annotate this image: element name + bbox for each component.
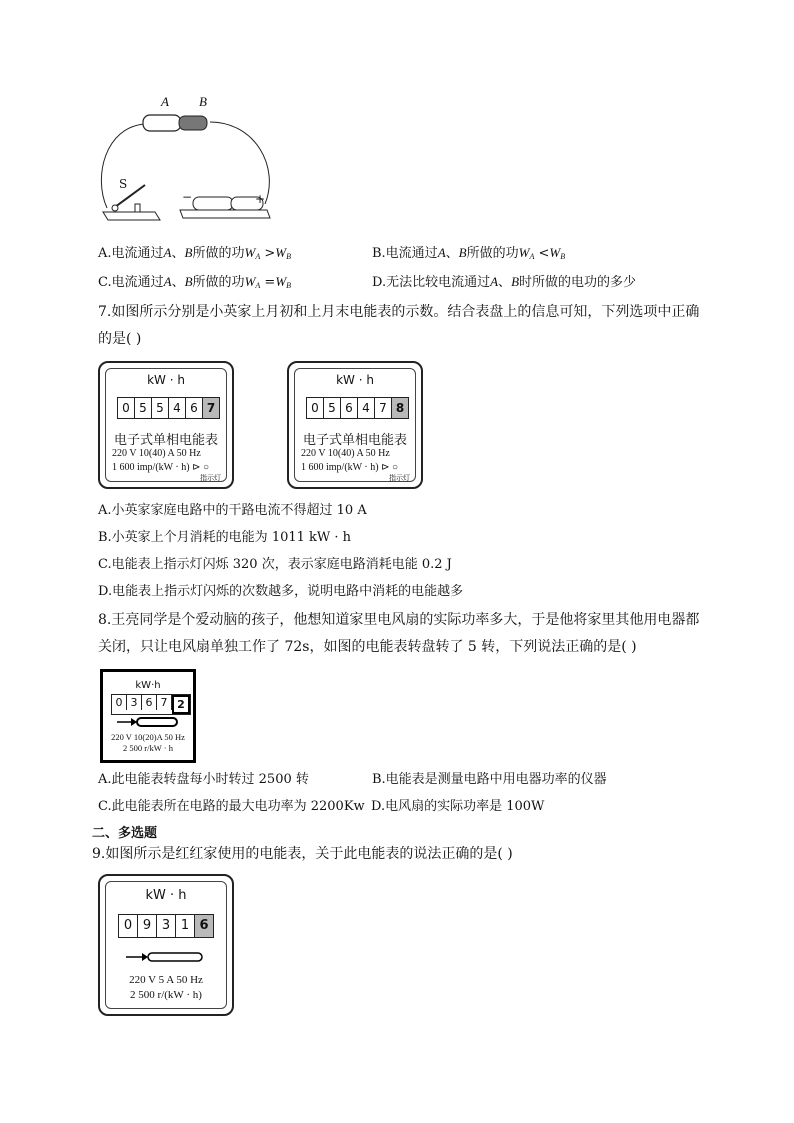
q9-meter-disc-window [126, 950, 206, 964]
label-plus: + [255, 192, 266, 206]
q8-meter [100, 669, 196, 763]
q9-meter-digit: 3 [157, 915, 176, 937]
meter1-spec2: 1 600 imp/(kW · h) ⊳ ○ [112, 462, 210, 473]
q9-meter-digits [118, 914, 214, 938]
q8-stem-line2: 关闭，只让电风扇单独工作了 72s，如图的电能表转盘转了 5 转，下列说法正确的是( ) [98, 639, 637, 655]
q8-option-d[interactable]: D.电风扇的实际功率是 100W [371, 799, 545, 814]
q7-option-a[interactable]: A.小英家家庭电路中的干路电流不得超过 10 A [98, 503, 367, 518]
meter2-digits [306, 397, 409, 419]
q8-meter-spec2: 2 500 r/kW · h [123, 743, 173, 753]
meter1-digit: 5 [135, 398, 152, 418]
q9-meter-digit: 9 [138, 915, 157, 937]
q8-meter-digit: 6 [142, 695, 157, 710]
meter1-digit: 4 [169, 398, 186, 418]
q6-option-b[interactable]: B.电流通过A、B所做的功$W_A <W_B$ [372, 245, 566, 261]
q9-meter-digit-decimal: 6 [195, 915, 213, 937]
q8-meter-digit: 0 [112, 695, 127, 710]
meter2-spec1: 220 V 10(40) A 50 Hz [301, 448, 390, 459]
meter1-digit: 6 [186, 398, 203, 418]
q9-meter-digit: 1 [176, 915, 195, 937]
label-a: A [161, 94, 169, 109]
meter1-digits [117, 397, 220, 419]
meter-start-of-month [98, 361, 234, 489]
meter1-unit: kW · h [147, 373, 185, 387]
meter2-title: 电子式单相电能表 [302, 433, 407, 448]
q9-meter-spec1: 220 V 5 A 50 Hz [129, 974, 203, 986]
q7-option-d[interactable]: D.电能表上指示灯闪烁的次数越多，说明电路中消耗的电能越多 [98, 584, 464, 599]
q8-meter-digit: 7 [157, 695, 172, 710]
q9-stem-line1: 9.如图所示是红红家使用的电能表，关于此电能表的说法正确的是( ) [92, 846, 513, 862]
meter1-digit: 5 [152, 398, 169, 418]
circuit-diagram [95, 92, 285, 227]
meter2-indicator-label: 指示灯 [389, 474, 410, 482]
q8-meter-spec1: 220 V 10(20)A 50 Hz [111, 732, 185, 742]
q8-option-c[interactable]: C.此电能表所在电路的最大电功率为 2200Kw [98, 799, 365, 814]
meter-end-of-month [287, 361, 423, 489]
q8-meter-digit: 3 [127, 695, 142, 710]
label-b: B [199, 94, 207, 109]
q7-option-c[interactable]: C.电能表上指示灯闪烁 320 次，表示家庭电路消耗电能 0.2 J [98, 557, 452, 572]
meter1-indicator-label: 指示灯 [200, 474, 221, 482]
section-heading-multiple-choice: 二、多选题 [92, 826, 158, 841]
meter2-digit: 0 [307, 398, 324, 418]
circuit-figure [95, 92, 285, 227]
q8-option-a[interactable]: A.此电能表转盘每小时转过 2500 转 [98, 772, 309, 787]
meter2-digit: 7 [375, 398, 392, 418]
q8-meter-digits [111, 694, 191, 715]
q8-option-b[interactable]: B.电能表是测量电路中用电器功率的仪器 [372, 772, 607, 787]
q6-option-a[interactable]: A.电流通过A、B所做的功$W_A >W_B$ [98, 245, 291, 261]
q6-option-d[interactable]: D.无法比较电流通过A、B时所做的电功的多少 [372, 274, 637, 290]
q9-meter-unit: kW · h [145, 888, 187, 903]
q8-meter-disc-window [117, 716, 179, 728]
q6-option-c[interactable]: C.电流通过A、B所做的功$W_A =W_B$ [98, 274, 292, 290]
meter1-digit: 0 [118, 398, 135, 418]
q9-meter [98, 874, 234, 1016]
meter2-digit: 6 [341, 398, 358, 418]
meter1-title: 电子式单相电能表 [113, 433, 218, 448]
meter2-digit: 5 [324, 398, 341, 418]
q8-meter-unit: kW·h [135, 680, 161, 691]
meter2-digit: 4 [358, 398, 375, 418]
q8-stem-line1: 8.王亮同学是个爱动脑的孩子，他想知道家里电风扇的实际功率多大，于是他将家里其他用电器都 [98, 612, 700, 628]
label-s: S [119, 177, 128, 191]
meter1-spec1: 220 V 10(40) A 50 Hz [112, 448, 201, 459]
q9-meter-spec2: 2 500 r/(kW · h) [130, 989, 202, 1001]
label-minus: − [182, 190, 193, 204]
meter2-spec2: 1 600 imp/(kW · h) ⊳ ○ [301, 462, 399, 473]
q7-option-b[interactable]: B.小英家上个月消耗的电能为 1011 kW · h [98, 530, 352, 545]
meter2-digit-decimal: 8 [392, 398, 408, 418]
meter2-unit: kW · h [336, 373, 374, 387]
q9-meter-digit: 0 [119, 915, 138, 937]
q7-stem-line1: 7.如图所示分别是小英家上月初和上月末电能表的示数。结合表盘上的信息可知，下列选项中正确 [98, 304, 700, 320]
q7-stem-line2: 的是( ) [98, 331, 142, 347]
q8-meter-digit-decimal: 2 [172, 695, 190, 714]
meter1-digit-decimal: 7 [203, 398, 219, 418]
